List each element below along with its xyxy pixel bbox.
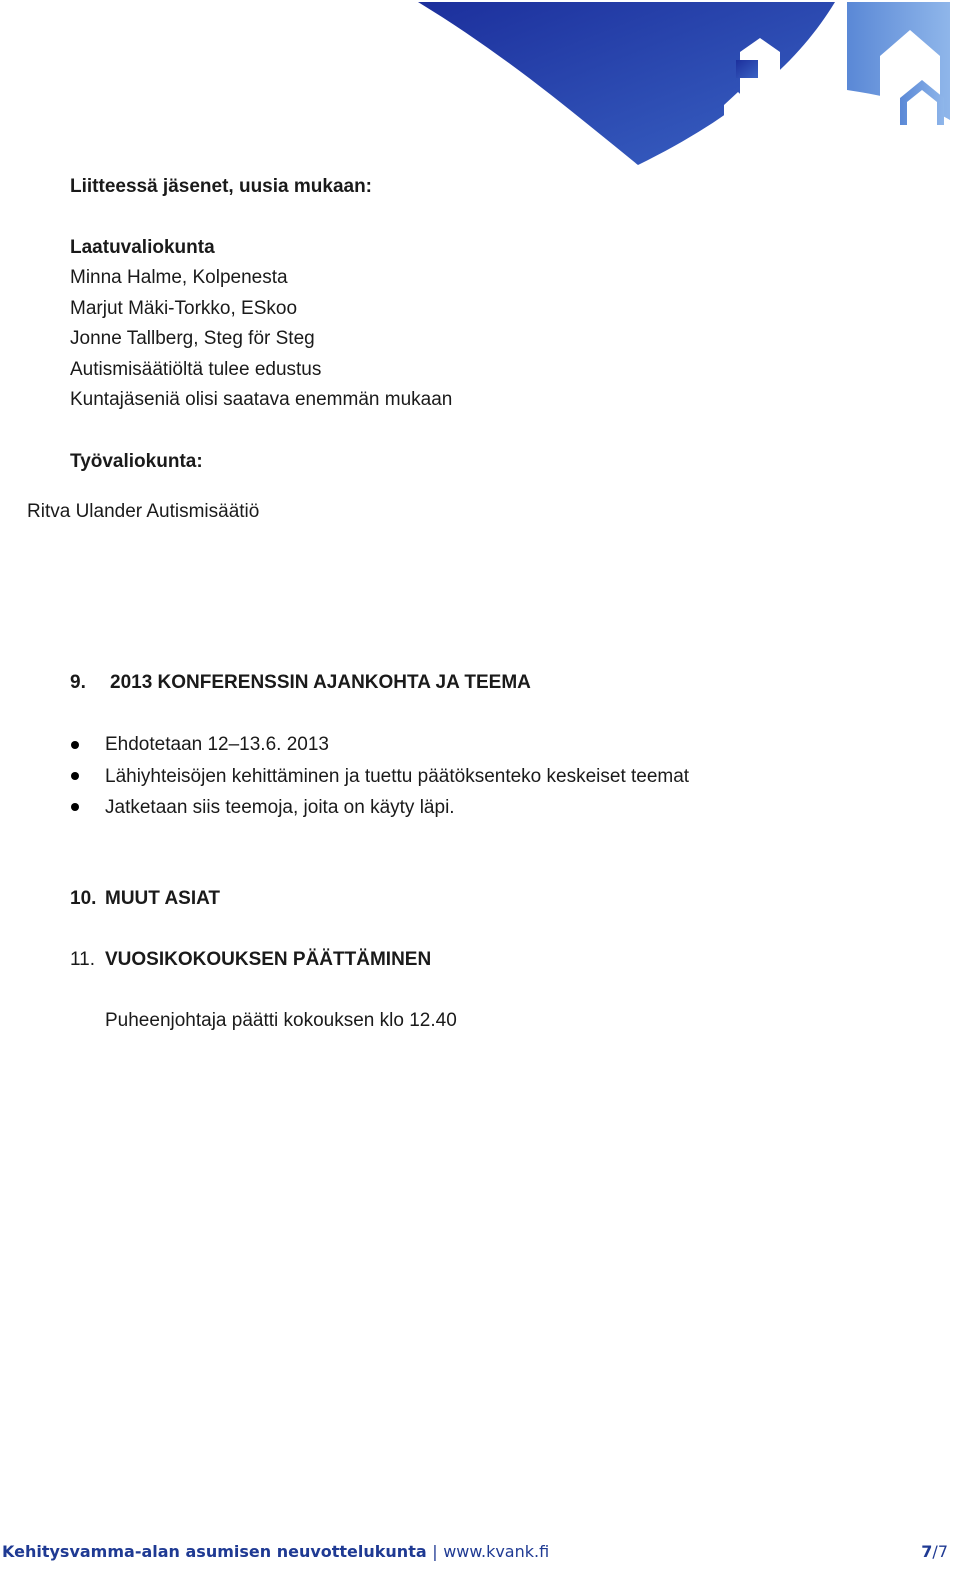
footer-separator: | <box>432 1542 438 1561</box>
section-11-text: Puheenjohtaja päätti kokouksen klo 12.40 <box>105 1010 457 1031</box>
section-11-number: 11. <box>70 949 96 970</box>
page-number <box>921 1541 948 1563</box>
footer-line <box>2 1541 549 1563</box>
bullet-icon <box>71 803 79 811</box>
quality-committee-line: Jonne Tallberg, Steg för Steg <box>70 328 315 349</box>
quality-committee-line: Marjut Mäki-Torkko, ESkoo <box>70 298 298 319</box>
bullet-icon <box>71 741 79 749</box>
page-current: 7 <box>921 1542 933 1561</box>
quality-committee-line: Autismisäätiöltä tulee edustus <box>70 359 322 380</box>
logo-houses-graphic <box>410 0 960 170</box>
section-11-title: VUOSIKOKOUKSEN PÄÄTTÄMINEN <box>105 949 432 970</box>
page-footer <box>0 1541 960 1563</box>
members-heading: Liitteessä jäsenet, uusia mukaan: <box>70 176 373 197</box>
footer-org: Kehitysvamma-alan asumisen neuvottelukunta <box>2 1542 427 1561</box>
section-9-bullet-text: Ehdotetaan 12–13.6. 2013 <box>105 734 329 755</box>
work-committee-member: Ritva Ulander Autismisäätiö <box>27 501 260 522</box>
work-committee-title: Työvaliokunta: <box>70 451 203 472</box>
section-10-number: 10. <box>70 888 97 909</box>
section-10-title: MUUT ASIAT <box>105 888 221 909</box>
section-9-title: 2013 KONFERENSSIN AJANKOHTA JA TEEMA <box>110 672 531 693</box>
page-total: /7 <box>932 1542 948 1561</box>
quality-committee-line: Kuntajäseniä olisi saatava enemmän mukaan <box>70 389 453 410</box>
quality-committee-title: Laatuvaliokunta <box>70 237 215 258</box>
section-9-number: 9. <box>70 672 86 693</box>
quality-committee-line: Minna Halme, Kolpenesta <box>70 267 288 288</box>
bullet-icon <box>71 772 79 780</box>
section-9-bullet-text: Lähiyhteisöjen kehittäminen ja tuettu päätöksenteko keskeiset teemat <box>105 766 690 787</box>
section-9-bullet-text: Jatketaan siis teemoja, joita on käyty läpi. <box>105 797 455 818</box>
footer-url-link[interactable]: www.kvank.fi <box>443 1542 550 1561</box>
